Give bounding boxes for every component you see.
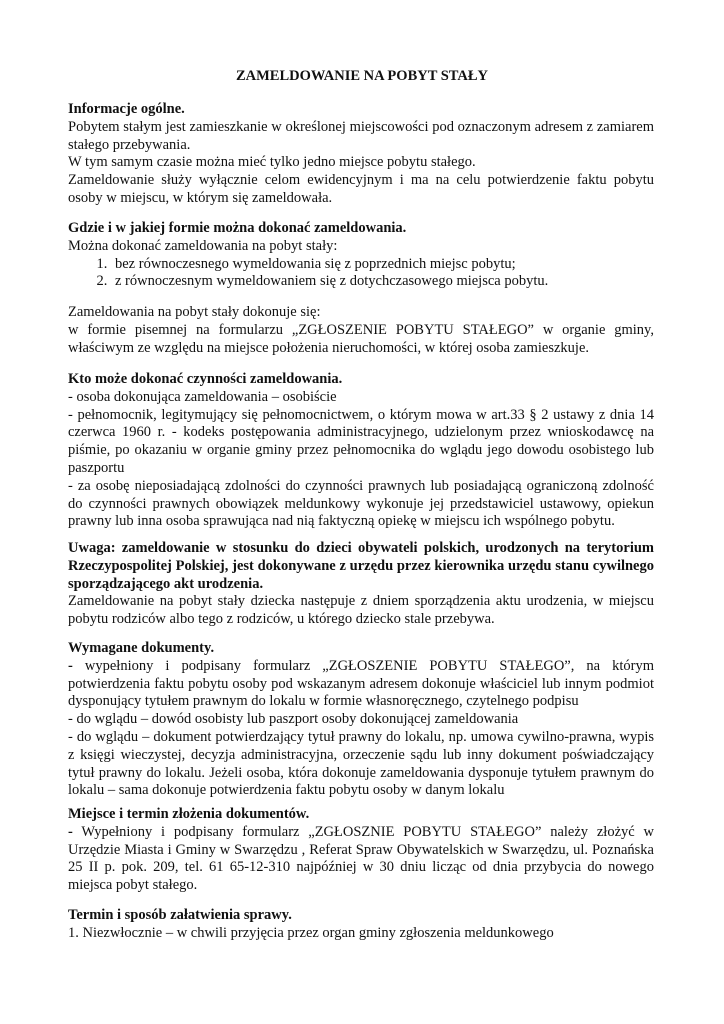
section-heading: Informacje ogólne. <box>68 101 185 117</box>
paragraph: Zameldowanie służy wyłącznie celom ewidencyjnym i ma na celu potwierdzenie faktu pobytu osoby w miejscu, w którym się zameldowała. <box>68 172 654 206</box>
paragraph: - do wglądu – dokument potwierdzający tytuł prawny do lokalu, np. umowa cywilno-prawna, wypis z księgi wieczystej, decyzja administracyjna, orzeczenie sądu lub inny dokument poświadczający tytuł prawny do lokalu. Jeżeli osoba, która dokonuje zameldowania dysponuje tytułem prawnym do lokalu – sama dokonuje potwierdzenia faktu pobytu osoby w danym lokalu <box>68 728 654 799</box>
paragraph: w formie pisemnej na formularzu „ZGŁOSZENIE POBYTU STAŁEGO” w organie gminy, właściwym ze względu na miejsce położenia nieruchomości, w której osoba zamieszkuje. <box>68 321 654 356</box>
dash-marker: - <box>68 823 73 840</box>
section-required-documents <box>68 640 654 800</box>
document-title: ZAMELDOWANIE NA POBYT STAŁY <box>235 68 489 84</box>
list-item: 2. z równoczesnym wymeldowaniem się z dotychczasowego miejsca pobytu. <box>111 273 654 291</box>
section-where-and-form <box>68 220 654 291</box>
section-heading: Gdzie i w jakiej formie można dokonać zameldowania. <box>68 220 407 236</box>
dash-marker: - <box>68 657 73 674</box>
section-who-can-register <box>68 371 654 531</box>
section-heading: Termin i sposób załatwienia sprawy. <box>68 907 292 923</box>
section-general-info <box>68 101 654 208</box>
section-heading: Uwaga: zameldowanie w stosunku do dzieci obywateli polskich, urodzonych na terytorium Rzeczypospolitej Polskiej, jest dokonywane z urzędu przez kierownika urzędu stanu cywilnego sporządzającego akt urodzenia. <box>68 540 654 592</box>
paragraph-text: Wypełniony i podpisany formularz „ZGŁOSZNIE POBYTU STAŁEGO” należy złożyć w Urzędzie Miasta i Gminy w Swarzędzu , Referat Spraw Obywatelskich w Swarzędzu, ul. Poznańska 25 II p. pok. 209, tel. 61 65-12-310 najpóźniej w 30 dniu licząc od dnia przybycia do nowego miejsca pobyt stałego. <box>68 823 654 894</box>
paragraph: - do wglądu – dowód osobisty lub paszport osoby dokonującej zameldowania <box>68 711 519 728</box>
section-heading: Wymagane dokumenty. <box>68 640 215 656</box>
section-children-note <box>68 540 654 629</box>
section-place-and-deadline <box>68 806 654 895</box>
paragraph <box>68 824 654 895</box>
paragraph <box>68 658 654 711</box>
paragraph: W tym samym czasie można mieć tylko jedno miejsce pobytu stałego. <box>68 154 476 171</box>
section-heading: Kto może dokonać czynności zameldowania. <box>68 371 343 387</box>
paragraph: 1. Niezwłocznie – w chwili przyjęcia przez organ gminy zgłoszenia meldunkowego <box>68 924 554 941</box>
paragraph: Pobytem stałym jest zamieszkanie w określonej miejscowości pod oznaczonym adresem z zamiarem stałego przebywania. <box>68 118 654 153</box>
section-handling-time <box>68 907 654 943</box>
section-heading: Miejsce i termin złożenia dokumentów. <box>68 806 310 822</box>
section-registration-form <box>68 304 654 357</box>
paragraph: Można dokonać zameldowania na pobyt stały: <box>68 237 338 254</box>
list-item: 1. bez równoczesnego wymeldowania się z poprzednich miejsc pobytu; <box>111 256 654 274</box>
paragraph: - osoba dokonująca zameldowania – osobiście <box>68 388 337 405</box>
paragraph: - za osobę nieposiadającą zdolności do czynności prawnych lub posiadającą ograniczoną zdolność do czynności prawnych obowiązek meldunkowy wykonuje jej przedstawiciel ustawowy, opiekun prawny lub inna osoba sprawująca nad nią faktyczną opiekę w miejscu ich wspólnego pobytu. <box>68 477 654 530</box>
paragraph: - pełnomocnik, legitymujący się pełnomocnictwem, o którym mowa w art.33 § 2 ustawy z dnia 14 czerwca 1960 r. - kodeks postępowania administracyjnego, udzielonym przez wnioskodawcę na piśmie, po okazaniu w organie gminy przez pełnomocnika do wglądu jego dowodu osobistego lub paszportu <box>68 406 654 476</box>
paragraph: Zameldowania na pobyt stały dokonuje się: <box>68 304 321 320</box>
paragraph: Zameldowanie na pobyt stały dziecka następuje z dniem sporządzenia aktu urodzenia, w miejscu pobytu rodziców albo tego z rodziców, u którego dziecko stale przebywa. <box>68 593 654 628</box>
numbered-list <box>68 256 654 292</box>
paragraph-text: wypełniony i podpisany formularz „ZGŁOSZENIE POBYTU STAŁEGO”, na którym potwierdzenia faktu pobytu osoby pod wskazanym adresem dokonuje właściciel lub innym podmiot dysponujący tytułem prawnym do lokalu w formie własnoręcznego, czytelnego podpisu <box>68 657 654 710</box>
